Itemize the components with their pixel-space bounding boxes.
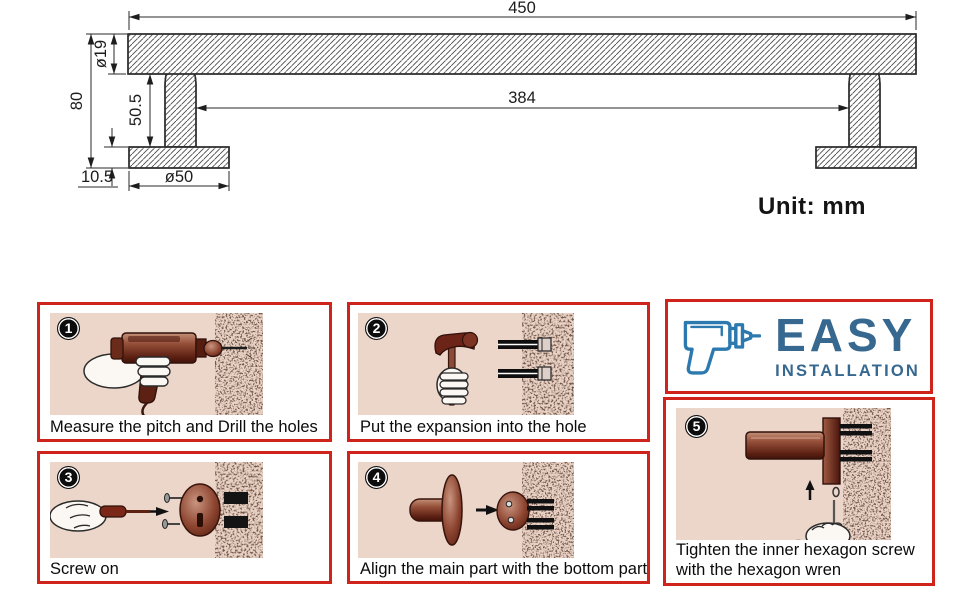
step-panel-1: [37, 302, 332, 442]
dim-base-thickness: 10.5: [80, 168, 114, 186]
step-panel-3: [37, 451, 332, 584]
step-number: 3: [57, 466, 80, 489]
step-caption: Screw on: [50, 559, 119, 578]
step-caption: Put the expansion into the hole: [360, 417, 587, 436]
step-panel-5: [663, 397, 935, 586]
dim-post-height: 50.5: [127, 93, 145, 127]
badge-subtitle: INSTALLATION: [775, 362, 920, 380]
step-3-illustration: [50, 462, 263, 558]
wall-anchors: [840, 424, 872, 462]
dim-bar-diameter: ø19: [92, 39, 110, 69]
badge-title: EASY: [775, 309, 917, 361]
step-panel-4: [347, 451, 650, 584]
tighten-screw-illustration: [676, 408, 891, 540]
dim-total-height: 80: [68, 91, 86, 111]
step-caption: Measure the pitch and Drill the holes: [50, 417, 318, 436]
step-caption: Align the main part with the bottom part: [360, 559, 648, 578]
dim-base-diameter: ø50: [164, 168, 194, 186]
easy-installation-badge: [665, 299, 933, 394]
unit-label: Unit: mm: [758, 193, 866, 220]
step-number: 5: [685, 415, 708, 438]
step-2-illustration: [358, 313, 574, 415]
step-1-illustration: [50, 313, 263, 415]
dim-total-width: 450: [508, 0, 536, 17]
step-panel-2: [347, 302, 650, 442]
expansion-anchors: [498, 338, 551, 380]
step-number: 1: [57, 317, 80, 340]
drill-illustration: [50, 313, 263, 415]
dim-inner-width: 384: [508, 89, 536, 107]
hammer-illustration: [358, 313, 574, 415]
align-parts-illustration: [358, 462, 574, 558]
wall-anchors: [224, 492, 248, 528]
wall-anchors: [527, 499, 554, 530]
step-caption: Tighten the inner hexagon screw with the hexagon wren: [676, 541, 915, 579]
step-4-illustration: [358, 462, 574, 558]
step-number: 2: [365, 317, 388, 340]
drill-icon: [678, 309, 761, 385]
step-number: 4: [365, 466, 388, 489]
screwdriver-illustration: [50, 462, 263, 558]
step-5-illustration: [676, 408, 891, 540]
